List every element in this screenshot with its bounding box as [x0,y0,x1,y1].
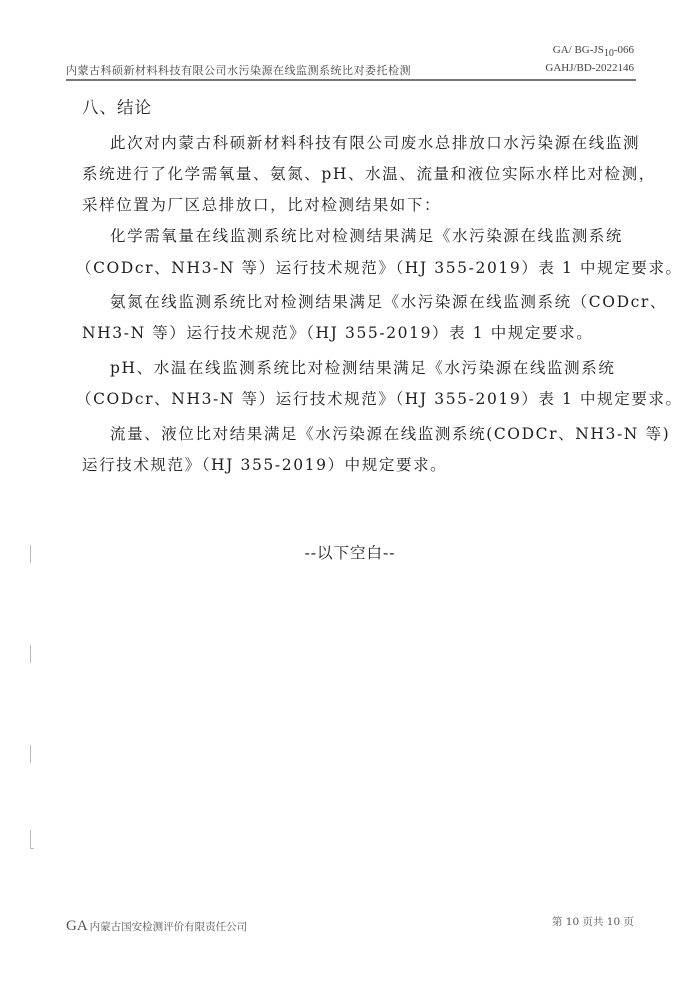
paragraph-line: （CODcr、NH3-N 等）运行技术规范》（HJ 355-2019）表 1 中规定要求。 [76,390,683,408]
paragraph-line: 运行技术规范》（HJ 355-2019）中规定要求。 [82,456,448,474]
code-sub: 10 [603,48,614,60]
footer-company [66,918,247,935]
paragraph-line: 此次对内蒙古科硕新材料科技有限公司废水总排放口水污染源在线监测 [110,134,641,152]
binding-mark [30,830,34,849]
paragraph-line: pH、水温在线监测系统比对检测结果满足《水污染源在线监测系统 [110,359,616,377]
code-prefix: GA/ BG-JS [552,44,604,56]
header-title: 内蒙古科硕新材料科技有限公司水污染源在线监测系统比对委托检测 [66,64,411,77]
code-suffix: -066 [613,44,634,56]
page-number: 第 10 页共 10 页 [551,916,634,928]
paragraph-line: 采样位置为厂区总排放口，比对检测结果如下： [82,196,442,214]
paragraph-line: 化学需氧量在线监测系统比对检测结果满足《水污染源在线监测系统 [110,227,624,245]
paragraph-line: NH3-N 等）运行技术规范》（HJ 355-2019）表 1 中规定要求。 [82,324,594,342]
paragraph-line: 系统进行了化学需氧量、氨氮、pH、水温、流量和液位实际水样比对检测， [82,165,656,183]
report-code [553,44,634,59]
company-name: 内蒙古国安检测评价有限责任公司 [89,921,248,933]
section-heading: 八、结论 [82,98,152,117]
end-note: --以下空白-- [304,544,396,562]
report-number: GAHJ/BD-2022146 [545,62,634,74]
paragraph-line: （CODcr、NH3-N 等）运行技术规范》（HJ 355-2019）表 1 中规定要求。 [76,259,683,277]
header-rule [66,79,636,81]
paragraph-line: 流量、液位比对结果满足《水污染源在线监测系统(CODCr、NH3-N 等) [110,425,671,443]
paragraph-line: 氨氮在线监测系统比对检测结果满足《水污染源在线监测系统（CODcr、 [110,293,667,311]
binding-mark [30,645,34,663]
binding-mark [30,545,34,563]
company-logo: GA [66,918,88,934]
binding-mark [30,745,34,763]
